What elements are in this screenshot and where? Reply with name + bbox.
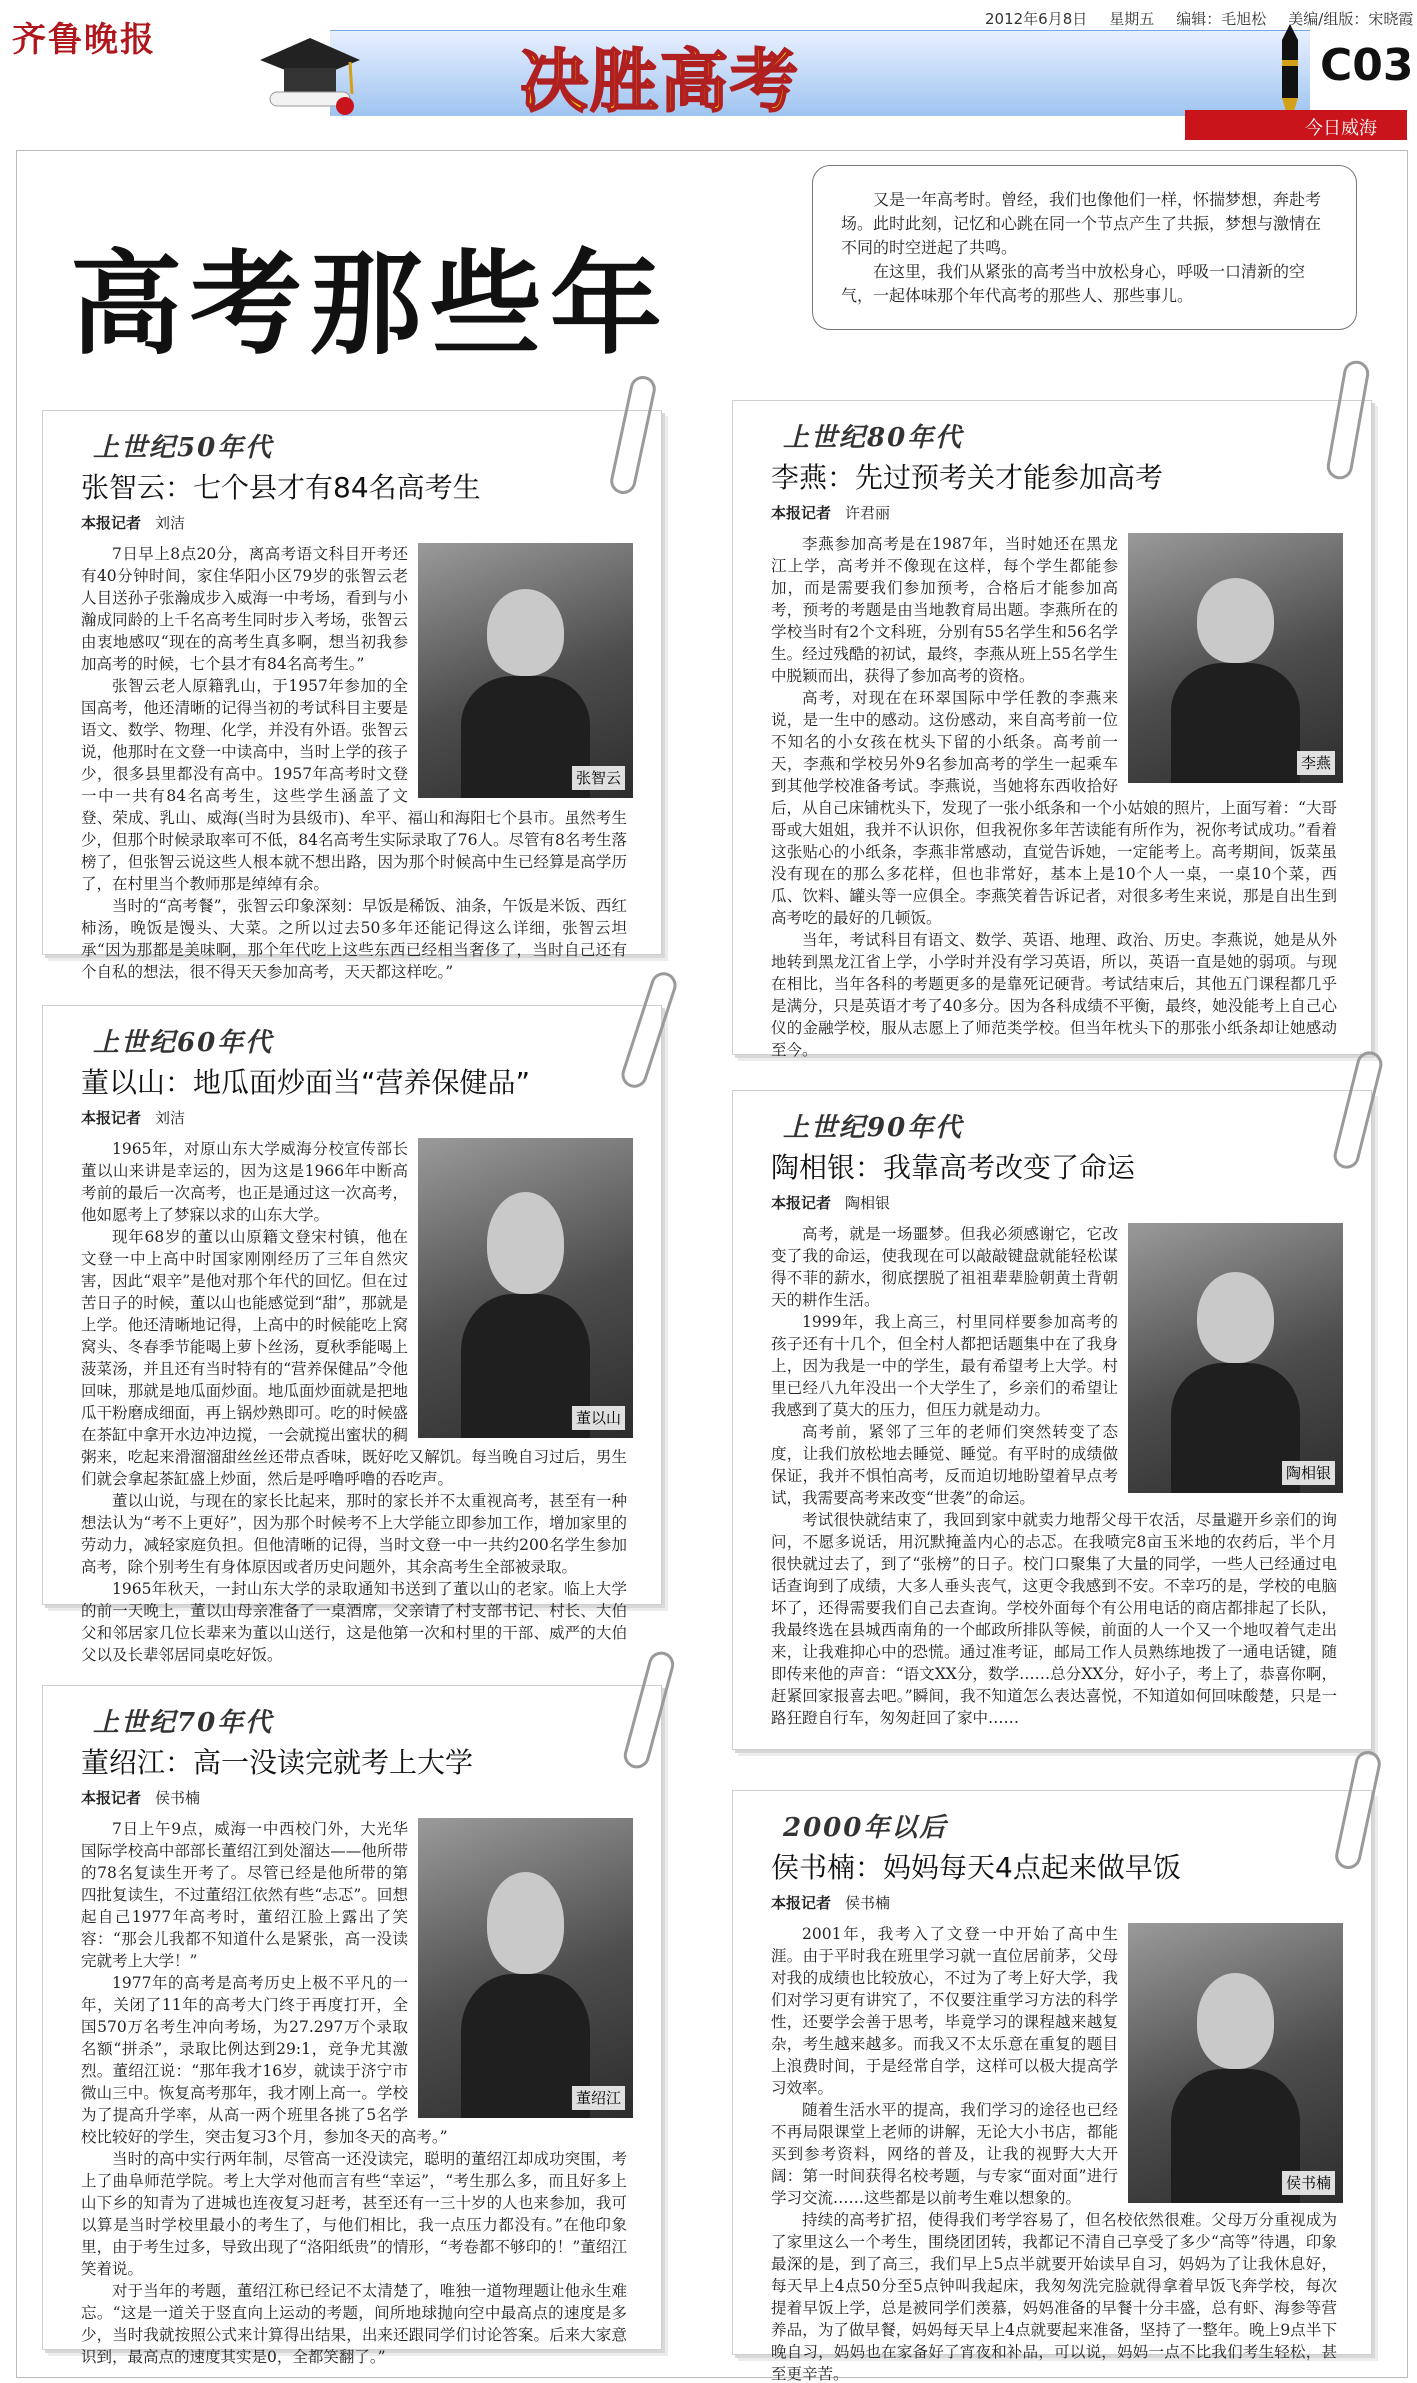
paragraph: 7日上午9点，威海一中西校门外，大光华国际学校高中部部长董绍江到处溜达——他所带的78名复读生开考了。尽管已经是他所带的第四批复读生，不过董绍江依然有些“忐忑”。回想起自己1977年高考时，董绍江脸上露出了笑容：“那会儿我都不知道什么是紧张，高一没读完就考上大学！” [81,1820,408,1970]
paragraph: 现年68岁的董以山原籍文登宋村镇，他在文登一中上高中时国家刚刚经历了三年自然灾害，因此“艰辛”是他对那个年代的回忆。但在过苦日子的时候，董以山也能感觉到“甜”，那就是上学。他还清晰地记得，上高中的时候能吃上窝窝头、冬春季节能喝上萝卜丝汤，夏秋季能喝上菠菜汤，并且还有当时特有的“营养保健品”令他回味，那就是地瓜面炒面。地瓜面炒面就是把地瓜干粉磨成细面，再上锅炒熟即可。吃的时候盛在茶缸中拿开水边冲边搅，一会就搅出蜜状的稠粥来，吃起来滑溜溜甜丝丝还带点香味，既好吃又解饥。每当晚自习过后，男生们就会拿起茶缸盛上炒面，然后是呼噜呼噜的吞吃声。 [81,1228,627,1488]
article-body [771,1923,1337,2383]
article-body [81,1818,627,2368]
photo-caption: 董以山 [572,1406,625,1430]
portrait-photo [1128,1923,1343,2203]
portrait-photo [418,543,633,798]
era-label: 上世纪60年代 [93,1028,274,1058]
page-code: C03 [1320,40,1414,91]
paragraph: 当年，考试科目有语文、数学、英语、地理、政治、历史。李燕说，她是从外地转到黑龙江省上学，小学时并没有学习英语，所以，英语一直是她的弱项。与现在相比，当年各科的考题更多的是靠死记硬背。考试结束后，其他五门课程都几乎是满分，只是英语才考了40多分。因为各科成绩不平衡，最终，她没能考上自己心仪的金融学校，服从志愿上了师范类学校。但当年枕头下的那张小纸条却让她感动至今。 [771,931,1337,1059]
paragraph: 李燕参加高考是在1987年，当时她还在黑龙江上学，高考并不像现在这样，每个学生都能参加，而是需要我们参加预考，合格后才能参加高考，预考的考题是由当地教育局出题。李燕所在的学校当时有2个文科班，分别有55名学生和56名学生。经过残酷的初试，最终，李燕从班上55名学生中脱颖而出，获得了参加高考的资格。 [771,535,1118,685]
paragraph: 张智云老人原籍乳山，于1957年参加的全国高考，他还清晰的记得当初的考试科目主要是语文、数学、物理、化学，并没有外语。张智云说，他那时在文登一中读高中，当时上学的孩子少，很多县里都没有高中。1957年高考时文登一中一共有84名高考生，这些学生涵盖了文登、荣成、乳山、威海(当时为县级市)、牟平、福山和海阳七个县市。虽然考生少，但那个时候录取率可不低，84名高考生实际录取了76人。尽管有8名考生落榜了，但张智云说这些人根本就不想出路，因为那个时候高中生已经算是高学历了，在村里当个教师那是绰绰有余。 [81,677,627,893]
paragraph: 随着生活水平的提高，我们学习的途径也已经不再局限课堂上老师的讲解，无论大小书店，都能买到参考资料，网络的普及，让我的视野大大开阔：第一时间获得名校考题，与专家“面对面”进行学习交流……这些都是以前考生难以想象的。 [771,2101,1118,2207]
paragraph: 当时的高中实行两年制，尽管高一还没读完，聪明的董绍江却成功突围，考上了曲阜师范学院。考上大学对他而言有些“幸运”，“考生那么多，而且好多上山下乡的知青为了进城也连夜复习赶考，甚至还有一三十岁的人也来参加，我可以算是当时学校里最小的考生了，与他们相比，我一点压力都没有。”在他印象里，由于考生过多，导致出现了“洛阳纸贵”的情形，“考卷都不够印的！”董绍江笑着说。 [81,2150,627,2278]
era-label: 上世纪50年代 [93,433,274,463]
article-headline: 侯书楠：妈妈每天4点起来做早饭 [771,1851,1181,1884]
portrait-photo [418,1818,633,2118]
header-band [330,30,1310,116]
paragraph: 7日早上8点20分，离高考语文科目开考还有40分钟时间，家住华阳小区79岁的张智云老人目送孙子张瀚成步入威海一中考场，看到与小瀚成同龄的上千名高考生同时步入考场，张智云由衷地感叹“现在的高考生真多啊，想当初我参加高考的时候，七个县才有84名高考生。” [81,545,408,673]
article-headline: 董以山：地瓜面炒面当“营养保健品” [81,1066,531,1099]
masthead [0,0,1417,145]
photo-caption: 李燕 [1297,751,1335,775]
photo-caption: 张智云 [572,766,625,790]
paragraph: 1965年，对原山东大学威海分校宣传部长董以山来讲是幸运的，因为这是1966年中断高考前的最后一次高考，也正是通过这一次高考，他如愿考上了梦寐以求的山东大学。 [81,1140,408,1224]
paragraph: 考试很快就结束了，我回到家中就卖力地帮父母干农活，尽量避开乡亲们的询问，不愿多说话，用沉默掩盖内心的忐忑。在我喷完8亩玉米地的农药后，半个月很快就过去了，到了“张榜”的日子。校门口聚集了大量的同学，一些人已经通过电话查询到了成绩，大多人垂头丧气，这更令我感到不安。不幸巧的是，学校的电脑坏了，还得需要我们自己去查询。学校外面每个有公用电话的商店都排起了长队，我最终选在县城西南角的一个邮政所排队等候，前面的人一个又一个地叹着气走出来，让我难抑心中的恐慌。通过准考证，邮局工作人员熟练地拨了一通电话键，随即传来他的声音：“语文XX分，数学……总分XX分，好小子，考上了，恭喜你啊，赶紧回家报喜去吧。”瞬间，我不知道怎么表达喜悦，不知道如何回味酸楚，只是一路狂蹬自行车，匆匆赶回了家中…… [771,1511,1337,1727]
region-badge: 今日威海 [1185,110,1407,140]
paragraph: 2001年，我考入了文登一中开始了高中生涯。由于平时我在班里学习就一直位居前茅，父母对我的成绩也比较放心，不过为了考上好大学，我们对学习更有讲究了，不仅要注重学习方法的科学性，还要学会善于思考，毕竟学习的课程越来越复杂，考生越来越多。而我又不太乐意在重复的题目上浪费时间，于是经常自学，这样可以极大提高学习效率。 [771,1925,1118,2097]
article-body [81,543,627,983]
paragraph: 高考，就是一场噩梦。但我必须感谢它，它改变了我的命运，使我现在可以敲敲键盘就能轻松谋得不菲的薪水，彻底摆脱了祖祖辈辈脸朝黄土背朝天的耕作生活。 [771,1225,1118,1309]
article-body [771,533,1337,1061]
newspaper-logo: 齐鲁晚报 [12,20,156,60]
byline: 本报记者 许君丽 [771,504,891,522]
photo-caption: 侯书楠 [1282,2171,1335,2195]
byline: 本报记者 刘洁 [81,514,186,532]
paragraph: 对于当年的考题，董绍江称已经记不太清楚了，唯独一道物理题让他永生难忘。“这是一道关于竖直向上运动的考题，间所地球抛向空中最高点的速度是多少，当时我就按照公式来计算得出结果，出来还跟同学们讨论答案。后来大家意识到，最高点的速度其实是0，全都笑翻了。” [81,2282,627,2366]
article-body [81,1138,627,1666]
paragraph: 1965年秋天，一封山东大学的录取通知书送到了董以山的老家。临上大学的前一天晚上，董以山母亲准备了一桌酒席，父亲请了村支部书记、村长、大伯父和邻居家几位长辈来为董以山送行，这是他第一次和村里的干部、威严的大伯父以及长辈邻居同桌吃好饭。 [81,1580,627,1664]
paragraph: 高考前，紧邻了三年的老师们突然转变了态度，让我们放松地去睡觉、睡觉。有平时的成绩做保证，我并不惧怕高考，反而迫切地盼望着早点考试，我需要高考来改变“世袭”的命运。 [771,1423,1118,1507]
intro-paragraph: 在这里，我们从紧张的高考当中放松身心，呼吸一口清新的空气，一起体味那个年代高考的那些人、那些事儿。 [841,262,1306,305]
intro-box [812,165,1357,330]
article-card-1960s [42,1005,662,1664]
article-card-1950s [42,410,662,981]
article-headline: 董绍江：高一没读完就考上大学 [81,1746,474,1779]
portrait-photo [418,1138,633,1438]
intro-paragraph: 又是一年高考时。曾经，我们也像他们一样，怀揣梦想，奔赴考场。此时此刻，记忆和心跳在同一个节点产生了共振，梦想与激情在不同的时空迸起了共鸣。 [841,190,1322,257]
article-card-1990s [732,1090,1372,1750]
byline: 本报记者 侯书楠 [771,1894,891,1912]
issue-weekday: 星期五 [1109,10,1155,28]
byline: 本报记者 陶相银 [771,1194,891,1212]
era-label: 上世纪90年代 [783,1113,964,1143]
era-label: 上世纪70年代 [93,1708,274,1738]
paragraph: 持续的高考扩招，使得我们考学容易了，但名校依然很难。父母万分重视成为了家里这么一个考生，围绕团团转，我都记不清自己享受了多少“高等”待遇，印象最深的是，到了高三，我们早上5点半就要开始读早自习，妈妈为了让我休息好，每天早上4点50分至5点钟叫我起床，我匆匆洗完脸就得拿着早饭飞奔学校，每次提着早饭上学，总是被同学们羡慕，妈妈准备的早餐十分丰盛，总有虾、海参等营养品，为了做早餐，妈妈每天早上4点就要起来准备，坚持了一整年。晚上9点半下晚自习，妈妈也在家备好了宵夜和补品，可以说，妈妈一点不比我们考生轻松，甚至更辛苦。 [771,2211,1337,2383]
graduation-cap-icon [250,22,370,122]
paragraph: 1999年，我上高三，村里同样要参加高考的孩子还有十几个，但全村人都把话题集中在了我身上，因为我是一中的学生，最有希望考上大学。村里已经八九年没出一个大学生了，乡亲们的希望让我感到了莫大的压力，但压力就是动力。 [771,1313,1118,1419]
era-label: 2000年以后 [783,1813,948,1843]
paragraph: 1977年的高考是高考历史上极不平凡的一年，关闭了11年的高考大门终于再度打开，全国570万名考生冲向考场，为27.297万个录取名额“拼杀”，录取比例达到29:1，竞争尤其激烈。董绍江说：“那年我才16岁，就读于济宁市微山三中。恢复高考那年，我才刚上高一。学校为了提高升学率，从高一两个班里各挑了5名学校比较好的学生，突击复习3个月，参加冬天的高考。” [81,1974,448,2146]
issue-date: 2012年6月8日 [985,10,1088,28]
article-body [771,1223,1337,1729]
era-label: 上世纪80年代 [783,423,964,453]
designer: 美编/组版：宋晓霞 [1288,10,1414,28]
article-card-1980s [732,400,1372,1059]
byline: 本报记者 侯书楠 [81,1789,201,1807]
editor: 编辑：毛旭松 [1176,10,1267,28]
page-title: 高考那些年 [70,240,670,370]
article-headline: 陶相银：我靠高考改变了命运 [771,1151,1136,1184]
issue-meta [985,8,1417,29]
portrait-photo [1128,533,1343,783]
article-headline: 李燕：先过预考关才能参加高考 [771,461,1164,494]
portrait-photo [1128,1223,1343,1493]
paragraph: 高考，对现在在环翠国际中学任教的李燕来说，是一生中的感动。这份感动，来自高考前一位不知名的小女孩在枕头下留的小纸条。高考前一天，李燕和学校另外9名参加高考的学生一起乘车到其他学校准备考试。李燕说，当她将东西收拾好后，从自己床铺枕头下，发现了一张小纸条和一个小姑娘的照片，上面写着：“大哥哥或大姐姐，我并不认识你，但我祝你多年苦读能有所作为，祝你考试成功。”看着这张贴心的小纸条，李燕非常感动，直觉告诉她，一定能考上。高考期间，饭菜虽没有现在的那么多花样，但也非常好，基本上是10个人一桌，一桌10个菜，西瓜、饮料、罐头等一应俱全。李燕笑着告诉记者，对很多考生来说，那是自出生到高考吃的最好的几顿饭。 [771,689,1337,927]
article-card-2000s [732,1790,1372,2383]
paragraph: 董以山说，与现在的家长比起来，那时的家长并不太重视高考，甚至有一种想法认为“考不上更好”，因为那个时候考不上大学能立即参加工作，增加家里的劳动力，减轻家庭负担。但他清晰的记得，当时文登一中一共约200名学生参加高考，除个别考生有身体原因或者历史问题外，其余高考生全部被录取。 [81,1492,627,1576]
photo-caption: 陶相银 [1282,1461,1335,1485]
article-card-1970s [42,1685,662,2366]
photo-caption: 董绍江 [572,2086,625,2110]
paragraph: 当时的“高考餐”，张智云印象深刻：早饭是稀饭、油条，午饭是米饭、西红柿汤，晚饭是馒头、大菜。之所以过去50多年还能记得这么详细，张智云坦承“因为那都是美味啊，那个年代吃上这些东西已经相当奢侈了，当时自己还有个自私的想法，很不得天天参加高考，天天都这样吃。” [81,897,627,981]
byline: 本报记者 刘洁 [81,1109,186,1127]
article-headline: 张智云：七个县才有84名高考生 [81,471,481,504]
section-title: 决胜高考 [520,43,801,122]
